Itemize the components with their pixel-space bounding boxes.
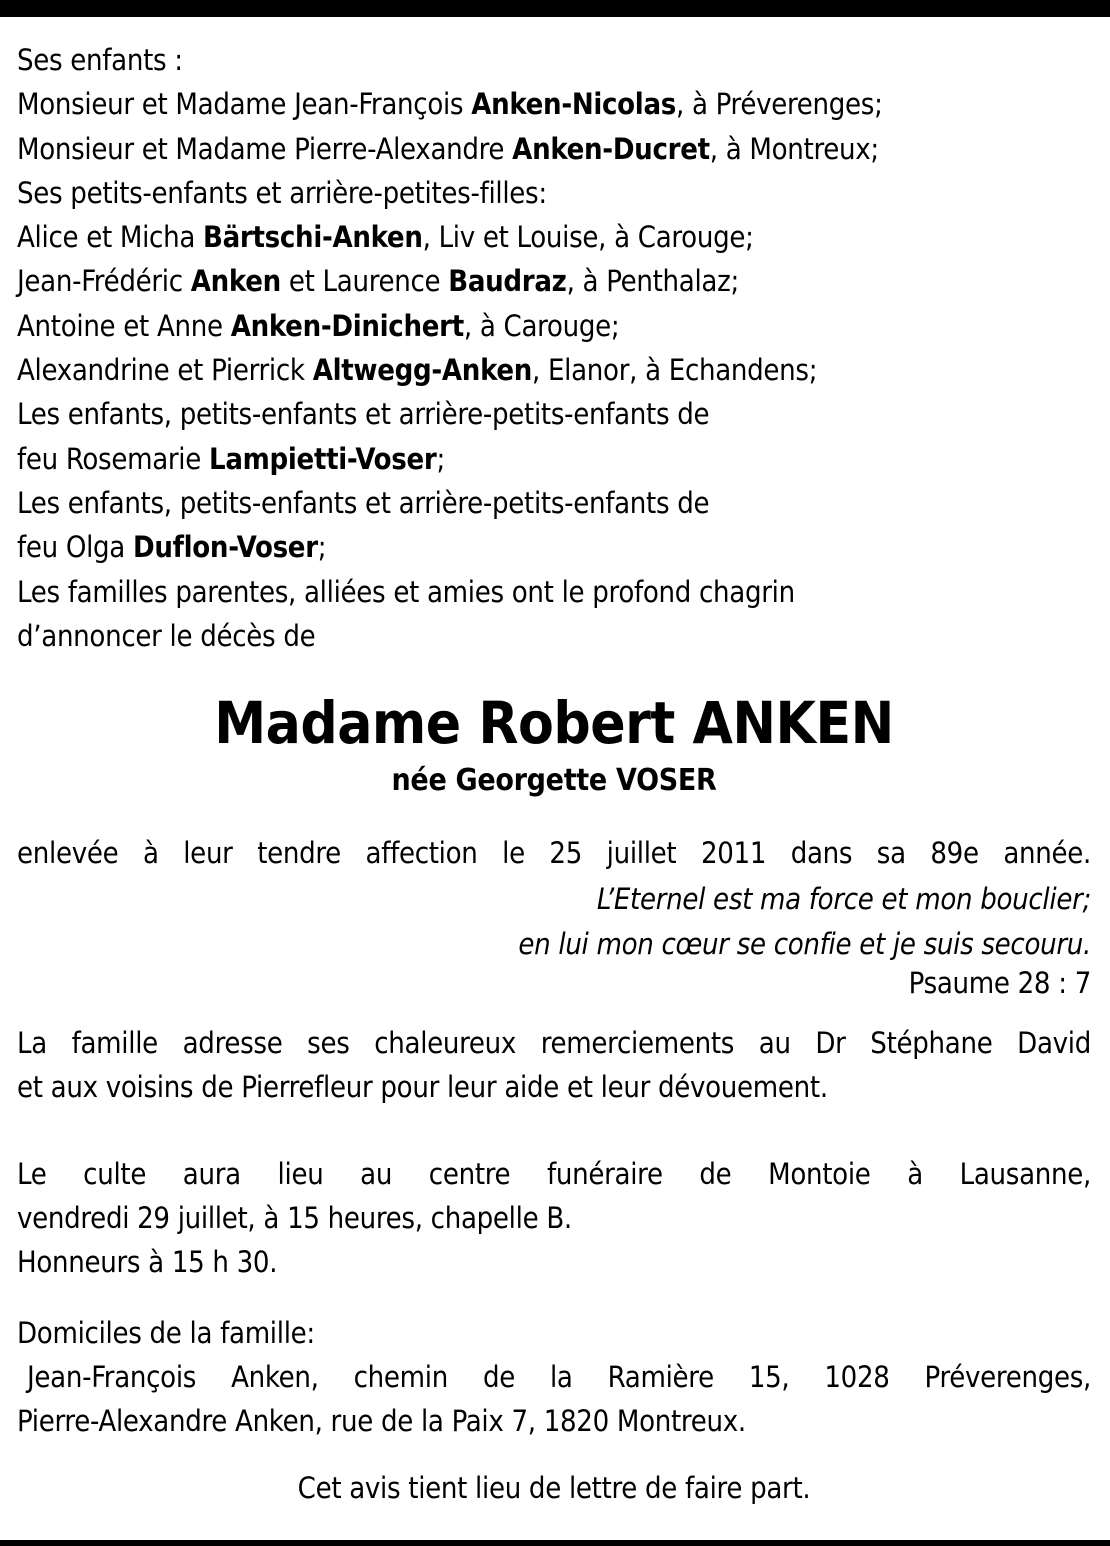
family-line-anken-nicolas: [17, 82, 1091, 126]
descendants-heading-2: Les enfants, petits-enfants et arrière-petits-enfants de: [17, 485, 710, 520]
service-line-2: vendredi 29 juillet, à 15 heures, chapelle B.: [17, 1200, 572, 1235]
family-surname: Anken-Ducret: [512, 131, 710, 166]
family-line-bartschi-anken: [17, 215, 1091, 259]
family-surname: Anken-Dinichert: [230, 308, 464, 343]
family-line-text: , à Carouge;: [463, 308, 620, 343]
domiciles-paragraph: [17, 1311, 1091, 1444]
family-line-anken-dinichert: [17, 304, 1091, 348]
thanks-line-1: La famille adresse ses chaleureux remerciements au Dr Stéphane David: [17, 1026, 1091, 1061]
domicile-line-2: Pierre-Alexandre Anken, rue de la Paix 7, 1820 Montreux.: [17, 1404, 746, 1439]
family-surname: Altwegg-Anken: [312, 353, 533, 388]
domicile-line-1: Jean-François Anken, chemin de la Ramière 15, 1028 Préverenges,: [27, 1359, 1091, 1394]
announcement-line-1: Les familles parentes, alliées et amies ont le profond chagrin: [17, 574, 795, 609]
family-line-text: , Liv et Louise, à Carouge;: [422, 220, 754, 255]
family-line-lampietti-voser: [17, 437, 1091, 481]
family-line-text: Alexandrine et Pierrick: [17, 353, 313, 388]
service-line-1: Le culte aura lieu au centre funéraire de Montoie à Lausanne,: [17, 1156, 1091, 1191]
bottom-rule: [0, 1540, 1110, 1546]
family-line-altwegg-anken: [17, 348, 1091, 392]
family-line-text: Jean-Frédéric: [17, 264, 191, 299]
service-paragraph: [17, 1152, 1091, 1285]
bible-quote: [17, 877, 1091, 1000]
announcement-line-2: d’annoncer le décès de: [17, 618, 316, 653]
thanks-paragraph: [17, 1021, 1091, 1110]
quote-line-1: L’Eternel est ma force et mon bouclier;: [596, 882, 1091, 917]
family-line-anken-baudraz: [17, 259, 1091, 303]
death-notice: enlevée à leur tendre affection le 25 juillet 2011 dans sa 89e année.: [17, 836, 1091, 871]
family-surname: Anken: [190, 264, 281, 299]
family-line-text: feu Olga: [17, 530, 133, 565]
family-line-anken-ducret: [17, 127, 1091, 171]
quote-line-2: en lui mon cœur se confie et je suis secouru.: [518, 926, 1091, 961]
family-line-text: , Elanor, à Echandens;: [532, 353, 818, 388]
deceased-name: Madame Robert ANKEN: [214, 689, 894, 758]
thanks-line-2: et aux voisins de Pierrefleur pour leur aide et leur dévouement.: [17, 1070, 828, 1105]
obituary-notice: [17, 38, 1091, 1511]
top-rule: [0, 0, 1110, 17]
service-line-3: Honneurs à 15 h 30.: [17, 1245, 278, 1280]
descendants-heading-1: Les enfants, petits-enfants et arrière-petits-enfants de: [17, 397, 710, 432]
family-surname: Bärtschi-Anken: [203, 220, 423, 255]
family-line-text: , à Préverenges;: [675, 87, 883, 122]
family-surname: Duflon-Voser: [132, 530, 318, 565]
family-line-text: Monsieur et Madame Jean-François: [17, 87, 472, 122]
quote-source: Psaume 28 : 7: [908, 966, 1091, 1001]
deceased-birth-name: née Georgette VOSER: [391, 763, 717, 799]
children-heading: Ses enfants :: [17, 43, 183, 77]
family-line-text: , à Montreux;: [709, 131, 879, 166]
family-surname: Lampietti-Voser: [209, 441, 437, 476]
family-line-duflon-voser: [17, 525, 1091, 569]
family-surname: Anken-Nicolas: [471, 87, 676, 122]
family-line-text: Alice et Micha: [17, 220, 204, 255]
family-line-text: feu Rosemarie: [17, 441, 210, 476]
family-surname: Baudraz: [448, 264, 567, 299]
family-line-text: et Laurence: [280, 264, 449, 299]
family-line-text: Monsieur et Madame Pierre-Alexandre: [17, 131, 513, 166]
domiciles-heading: Domiciles de la famille:: [17, 1315, 315, 1350]
closing-note: Cet avis tient lieu de lettre de faire part.: [297, 1471, 811, 1506]
family-line-text: ;: [317, 530, 327, 565]
family-line-text: ;: [436, 441, 445, 476]
grandchildren-heading: Ses petits-enfants et arrière-petites-filles:: [17, 175, 547, 210]
family-line-text: , à Penthalaz;: [566, 264, 739, 299]
family-line-text: Antoine et Anne: [17, 308, 231, 343]
